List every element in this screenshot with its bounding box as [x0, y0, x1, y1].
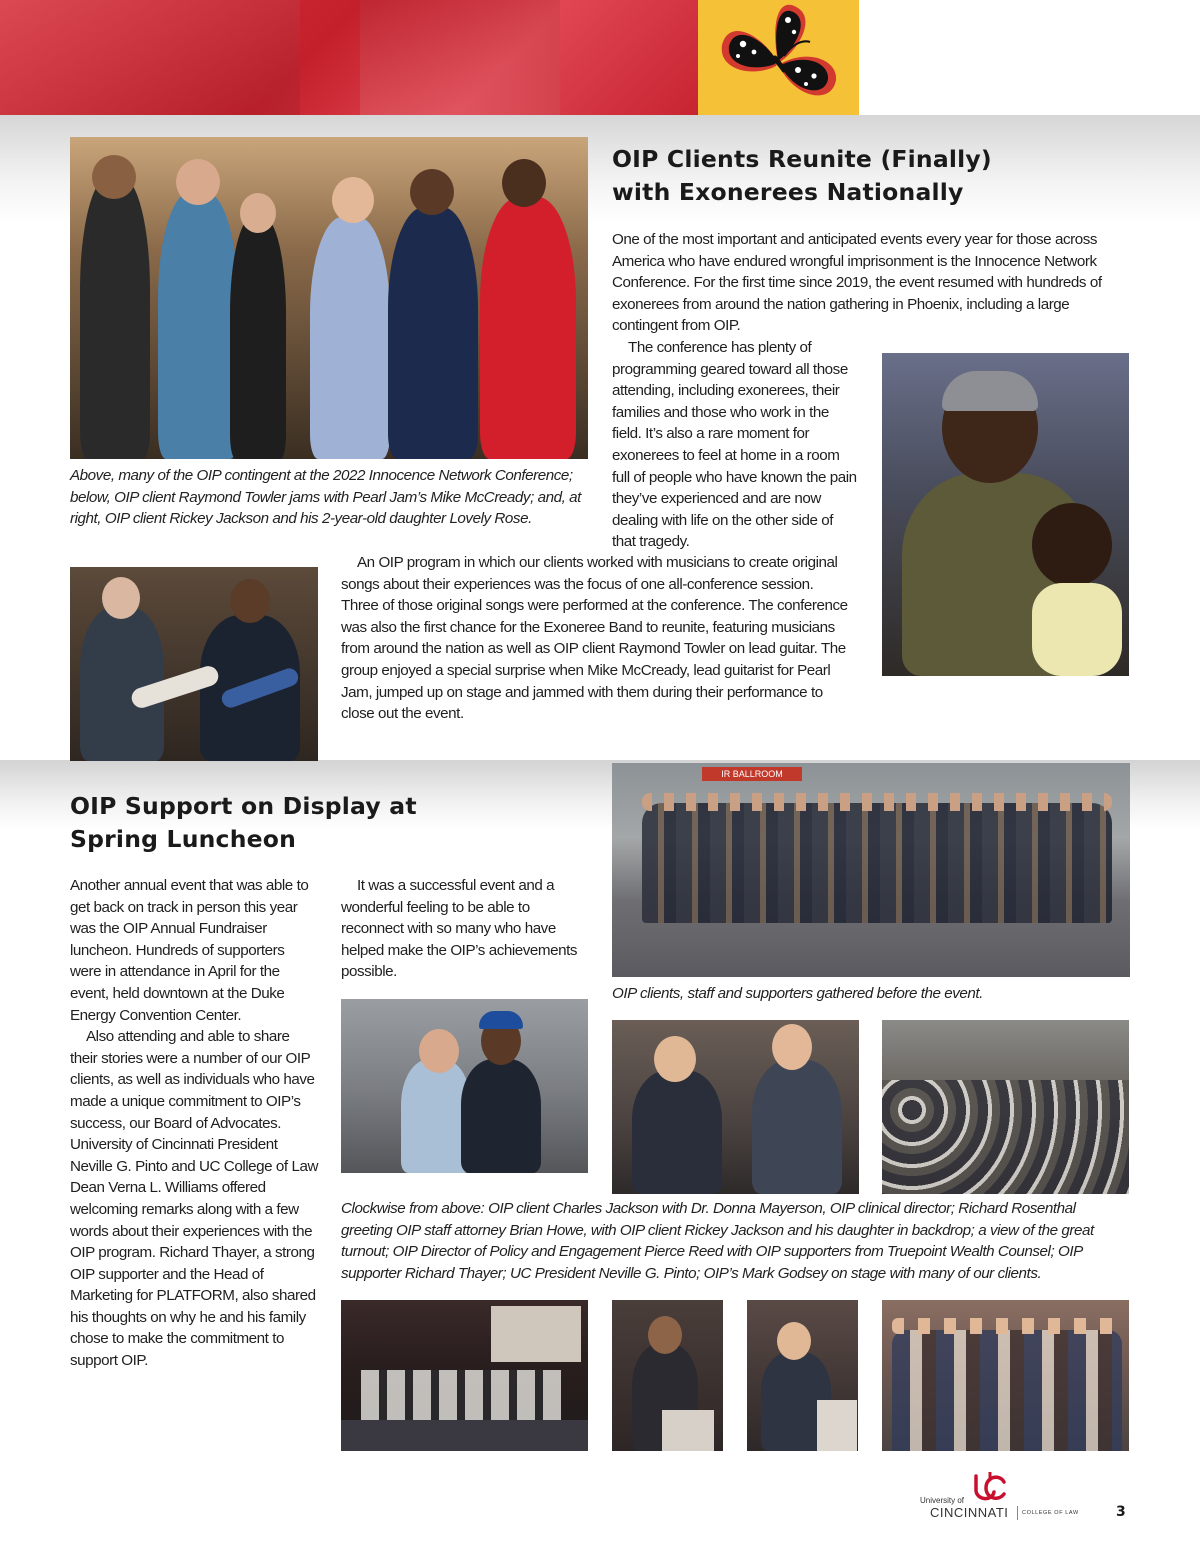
section1-para3-text: An OIP program in which our clients worked with musicians to create original songs about their experiences was the focus of one all-conference session. Three of those original songs were performed at the conference. The conference was also the first chance for the Exoneree Band to reunite, featuring musicians from around the nation as well as OIP client Raymond Towler on lead guitar. The group enjoyed a special surprise when Mike McCready, lead guitarist for Pearl Jam, jumped up on stage and jammed with them during their performance to close out the event. — [341, 554, 848, 723]
photo-pinto-speaking — [612, 1300, 723, 1451]
section2-para3 — [341, 875, 581, 983]
section2-para3-text: It was a successful event and a wonderful feeling to be able to reconnect with so many who have helped make the OIP’s achievements possible. — [341, 877, 577, 981]
section1-para3 — [341, 552, 851, 725]
section2-caption-group: OIP clients, staff and supporters gathered before the event. — [612, 985, 983, 1002]
top-banner-butterfly-panel — [698, 0, 859, 115]
photo-guitar-jam — [70, 567, 318, 761]
section1-headline-line2: with Exonerees Nationally — [612, 178, 964, 206]
uc-college-of-law-logo — [920, 1472, 1100, 1522]
section1-para1-text: One of the most important and anticipated events every year for those across America who have endured wrongful imprisonment is the Innocence Network Conference. For the first time since 2019, the event resumed with hundreds of exonerees from around the nation gathering in Phoenix, including a large contingent from OIP. — [612, 231, 1102, 335]
ballroom-sign: IR BALLROOM — [702, 767, 802, 781]
section1-headline — [612, 143, 1132, 209]
section1-headline-line1: OIP Clients Reunite (Finally) — [612, 145, 992, 173]
section2-headline-line2: Spring Luncheon — [70, 825, 297, 853]
photo-great-turnout — [882, 1020, 1129, 1194]
logo-divider — [1017, 1506, 1018, 1520]
photo-rickey-jackson-daughter — [882, 353, 1129, 676]
photo-rosenthal-howe — [612, 1020, 859, 1194]
section1-caption: Above, many of the OIP contingent at the 2022 Innocence Network Conference; below, OIP client Raymond Towler jams with Pearl Jam’s Mike McCready; and, at right, OIP client Rickey Jackson and his 2-year-old daughter Lovely Rose. — [70, 467, 581, 528]
logo-university-of: University of — [920, 1496, 965, 1505]
top-banner-red — [0, 0, 698, 115]
section2-headline-line1: OIP Support on Display at — [70, 792, 417, 820]
section2-headline — [70, 790, 590, 856]
photo-thayer-speaking — [747, 1300, 858, 1451]
logo-cincinnati: CINCINNATI — [930, 1505, 1009, 1520]
section2-para2-text: Also attending and able to share their stories were a number of our OIP clients, as well as individuals who have made a unique commitment to OIP’s success, our Board of Advocates. University of Cincinnati President Neville G. Pinto and UC College of Law Dean Verna L. Williams offered welcoming remarks along with a few words about their experiences with the OIP program. Richard Thayer, a strong OIP supporter and the Head of Marketing for PLATFORM, also shared his thoughts on why he and his family chose to make the commitment to support OIP. — [70, 1028, 318, 1370]
section2-para1-text: Another annual event that was able to get back on track in person this year was the OIP Annual Fundraiser luncheon. Hundreds of supporters were in attendance in April for the event, held downtown at the Duke Energy Convention Center. — [70, 877, 309, 1024]
logo-college-of-law: COLLEGE OF LAW — [1022, 1510, 1079, 1516]
photo-ballroom-group — [612, 763, 1130, 977]
section1-para1 — [612, 229, 1130, 337]
section2-para1 — [70, 875, 318, 1372]
page-number: 3 — [1116, 1504, 1126, 1520]
photo-reed-truepoint — [882, 1300, 1129, 1451]
photo-jackson-mayerson — [341, 999, 588, 1173]
uc-monogram-icon — [970, 1472, 1010, 1506]
photo-godsey-stage — [341, 1300, 588, 1451]
section1-para2 — [612, 337, 860, 553]
section1-para2-text: The conference has plenty of programming geared toward all those attending, including exonerees, their families and those who work in the field. It’s also a rare moment for exonerees to feel at home in a room full of people who have known the pain they’ve experienced and are now dealing with life on the other side of that tragedy. — [612, 339, 857, 551]
butterfly-illustration — [698, 0, 859, 115]
section2-caption-clockwise: Clockwise from above: OIP client Charles Jackson with Dr. Donna Mayerson, OIP clinical director; Richard Rosenthal greeting OIP staff attorney Brian Howe, with OIP client Rickey Jackson and his daughter in backdrop; a view of the great turnout; OIP Director of Policy and Engagement Pierce Reed with OIP supporters from Truepoint Wealth Counsel; OIP supporter Richard Thayer; UC President Neville G. Pinto; OIP’s Mark Godsey on stage with many of our clients. — [341, 1200, 1094, 1282]
photo-conference-group — [70, 137, 588, 459]
